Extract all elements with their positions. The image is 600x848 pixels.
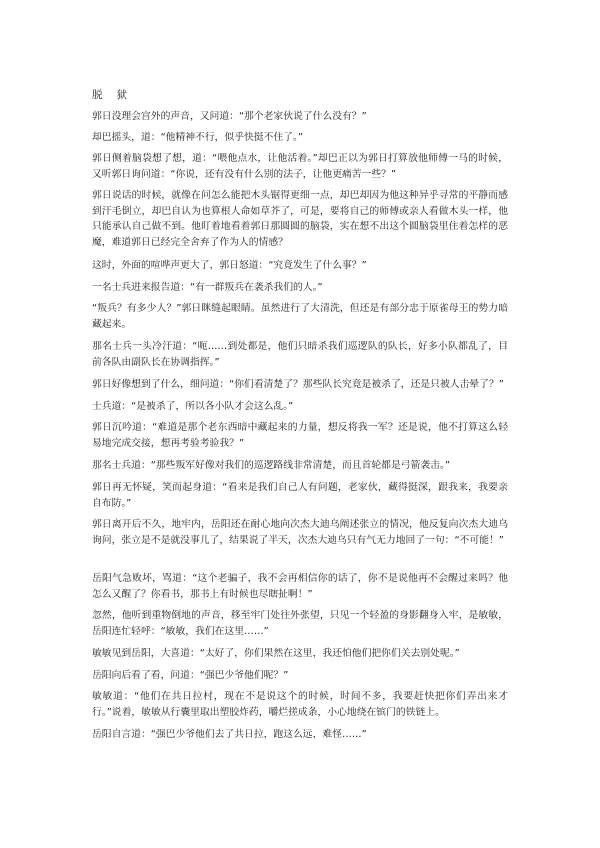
- paragraph-13: 郭日再无怀疑，笑而起身道：“看来是我们自己人有问题，老家伙，藏得挺深，跟我来，我要亲自布防。”: [92, 482, 508, 509]
- paragraph-8: 那名士兵一头冷汗道：“呃……到处都是，他们只暗杀我们巡逻队的队长，好多小队都乱了，目前各队由副队长在协调指挥。”: [92, 341, 508, 368]
- paragraph-11: 郭日沉吟道：“难道是那个老东西暗中藏起来的力量，想反将我一军？还是说，他不打算这么轻易地完成交接，想再考验考验我？”: [92, 422, 508, 449]
- paragraph-6: 一名士兵进来报告道：“有一群叛兵在袭杀我们的人。”: [92, 282, 323, 293]
- paragraph-9: 郭日好像想到了什么，细问道：“你们看清楚了？那些队长究竟是被杀了，还是只被人击晕了？”: [92, 379, 504, 390]
- paragraph-20: 岳阳自言道：“强巴少爷他们去了共日拉，跑这么远，难怪……”: [92, 729, 367, 740]
- paragraph-4: 郭日说话的时候，就像在问怎么能把木头锯得更细一点，却巴却因为他这种异乎寻常的平静而感到汗毛倒立，却巴自认为也算根人命如草芥了，可是，要将自己的师傅或亲人看做木头一样，他只能承认自己做不到。他盯着地看着郭日那圆圆的脑袋，实在想不出这个圆脑袋里住着怎样的恶魔，难道郭日已经完全舍弃了作为人的情感？: [92, 190, 508, 248]
- paragraph-16: 忽然，他听到重物倒地的声音，移至牢门处往外张望，只见一个轻盈的身影翻身入牢，是敏敏，岳阳连忙轻呼：“敏敏，我们在这里……”: [92, 610, 508, 637]
- paragraph-7: “叛兵？有多少人？”郭日眯缝起眼睛。虽然进行了大清洗，但还是有部分忠于原雀母王的势力暗藏起来。: [92, 303, 508, 330]
- paragraph-5: 这时，外面的喧哗声更大了，郭日怒道：“究竟发生了什么事？”: [92, 260, 367, 271]
- paragraph-1: 郭日没理会宫外的声音，又问道：“那个老家伙说了什么没有？”: [92, 111, 367, 122]
- paragraph-2: 却巴摇头，道：“他精神不行，似乎快挺不住了。”: [92, 132, 303, 143]
- paragraph-3: 郭日侧着脑袋想了想，道：“喂他点水，让他活着。”却巴正以为郭日打算放他师傅一马的时候，又听郭日询问道：“你说，还有没有什么别的法子，让他更痛苦一些？”: [92, 153, 508, 180]
- chapter-title: 脱狱: [92, 89, 141, 101]
- paragraph-15: 岳阳气急败坏，骂道：“这个老骗子，我不会再相信你的话了，你不是说他再不会醒过来吗？他怎么又醒了？你看书，那书上有时候也尽瞎扯啊！”: [92, 573, 508, 600]
- paragraph-18: 岳阳向后看了看，问道：“强巴少爷他们呢？”: [92, 670, 289, 681]
- paragraph-10: 士兵道：“是被杀了，所以各小队才会这么乱。”: [92, 401, 294, 412]
- paragraph-12: 那名士兵道：“那些叛军好像对我们的巡逻路线非常清楚，而且首轮都是弓箭袭击。”: [92, 460, 450, 471]
- paragraph-19: 敏敏道：“他们在共日拉村，现在不是说这个的时候，时间不多，我要赶快把你们弄出来才行。”说着，敏敏从行囊里取出塑胶炸药，嚼烂搓成条，小心地绕在镔门的铁链上。: [92, 691, 508, 718]
- paragraph-17: 敏敏见到岳阳，大喜道：“太好了，你们果然在这里，我还怕他们把你们关去别处呢。”: [92, 648, 460, 659]
- paragraph-14: 郭日离开后不久，地牢内，岳阳还在耐心地向次杰大迪乌阐述张立的情况，他反复向次杰大迪乌询问，张立是不是就没事儿了，结果说了半天，次杰大迪乌只有气无力地回了一句：“不可能！”: [92, 519, 508, 546]
